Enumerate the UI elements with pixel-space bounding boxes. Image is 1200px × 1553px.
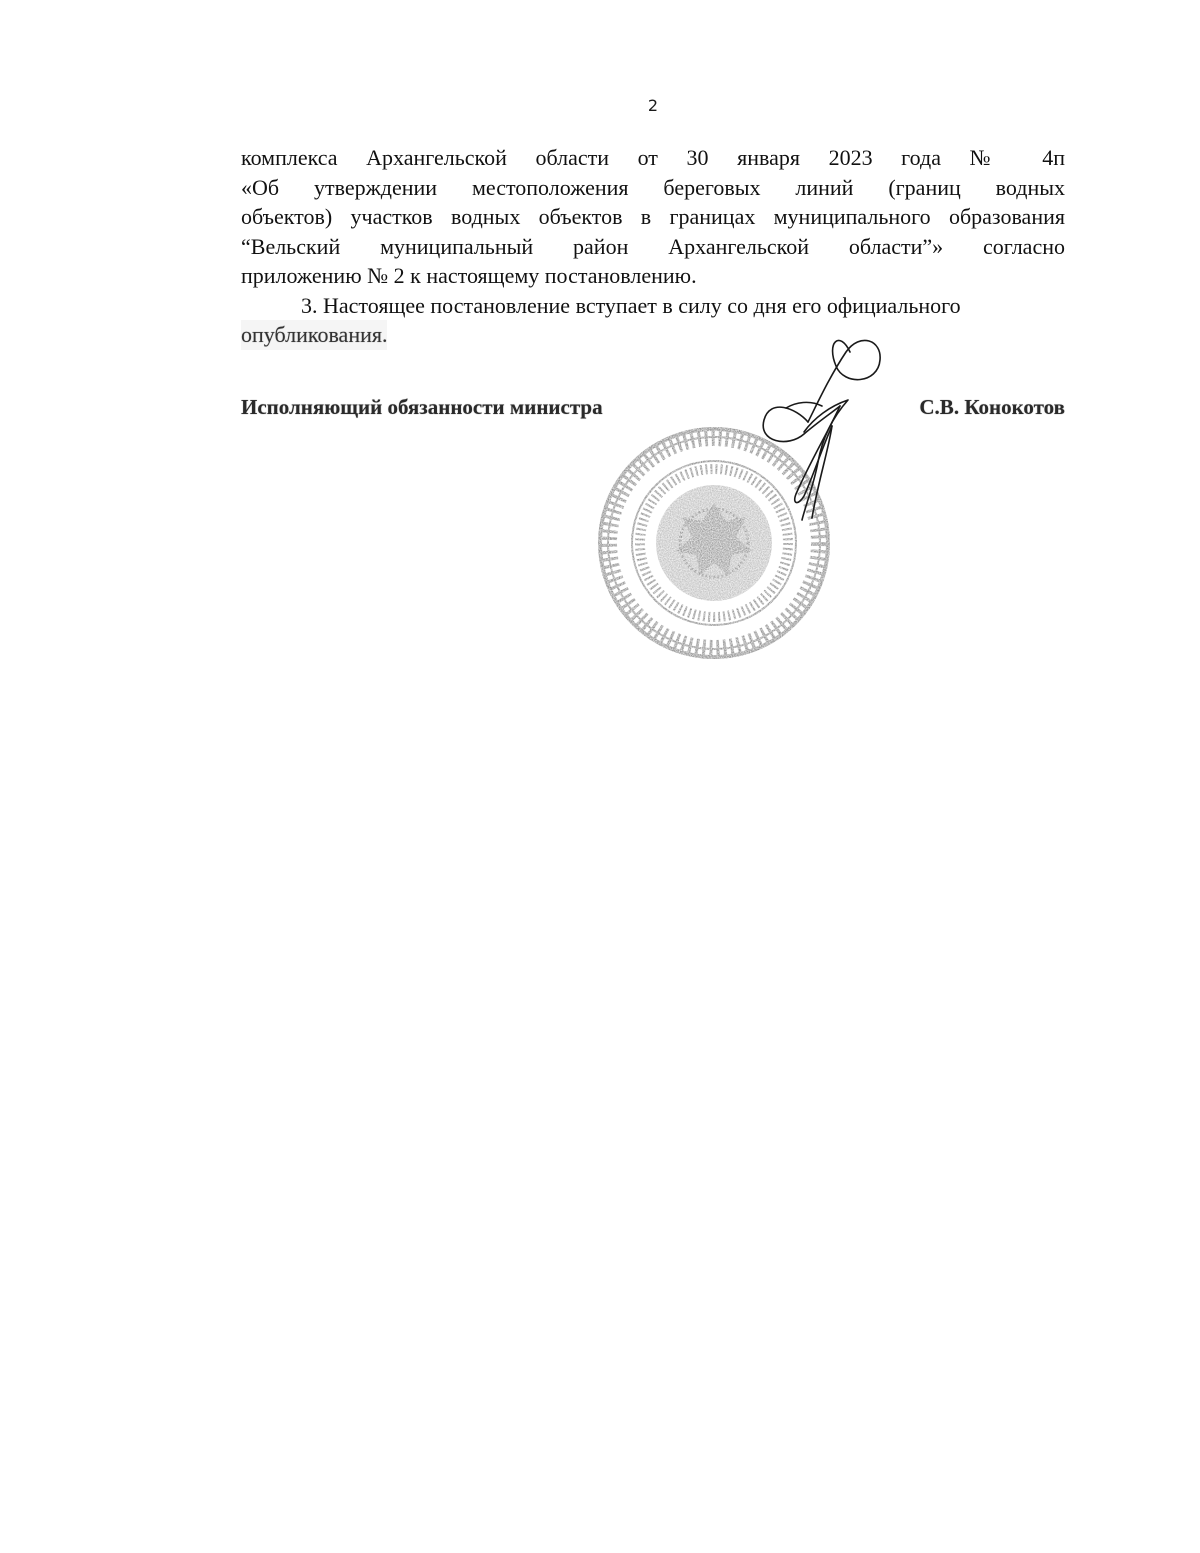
paragraph-item-3 (241, 291, 1065, 350)
signatory-name: С.В. Конокотов (919, 395, 1065, 419)
text-line: опубликования. (241, 320, 387, 350)
text-line: комплекса Архангельской области от 30 января 2023 года № 4п (241, 145, 1065, 170)
text-line: «Об утверждении местоположения береговых линий (границ водных (241, 174, 1065, 200)
text-line: приложению № 2 к настоящему постановлению. (241, 263, 697, 288)
document-body (241, 143, 1065, 350)
text-line: “Вельский муниципальный район Архангельской области”» согласно (241, 233, 1065, 259)
page-number: 2 (647, 96, 659, 115)
text-line: объектов) участков водных объектов в границах муниципального образования (241, 204, 1065, 229)
signature-block (241, 395, 1065, 427)
handwritten-signature (748, 322, 898, 532)
signatory-position: Исполняющий обязанности министра (241, 395, 603, 419)
text-line: 3. Настоящее постановление вступает в силу со дня его официального (301, 292, 961, 318)
paragraph-continuation (241, 143, 1065, 291)
